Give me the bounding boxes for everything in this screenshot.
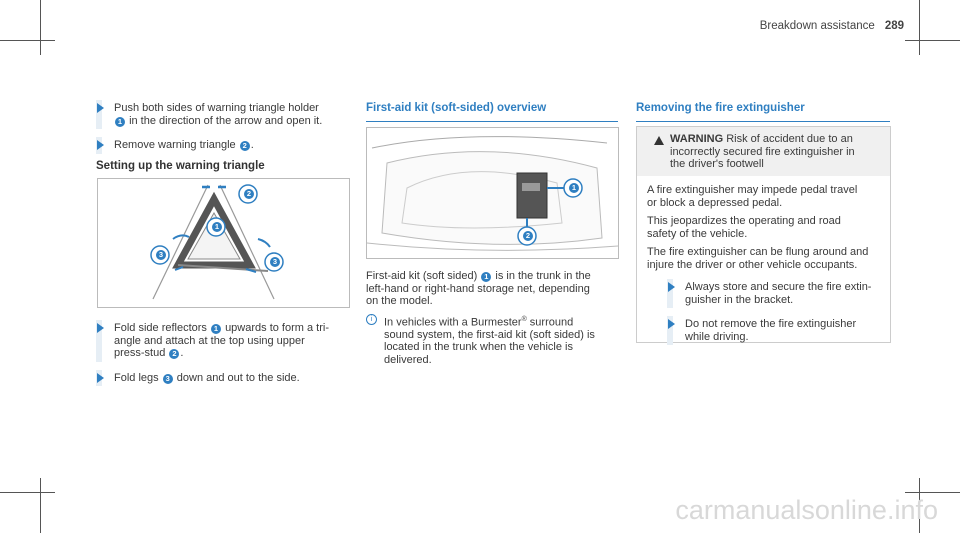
- trunk-image: [367, 128, 618, 258]
- section-heading: Setting up the warning triangle: [96, 159, 265, 172]
- paragraph: The fire extinguisher can be flung around and injure the driver or other vehicle occupants.: [647, 246, 869, 271]
- callout-3: 3: [163, 374, 173, 384]
- figure-callout-2: 2: [244, 189, 254, 199]
- callout-2: 2: [169, 349, 179, 359]
- figure-callout-1: 1: [569, 183, 579, 193]
- crop-mark: [0, 40, 55, 41]
- play-arrow-icon: [97, 373, 104, 383]
- callout-1: 1: [481, 272, 491, 282]
- callout-1: 1: [115, 117, 125, 127]
- figure-callout-3: 3: [156, 250, 166, 260]
- middle-column: [366, 102, 618, 122]
- page-number: 289: [884, 20, 904, 32]
- instruction-step: Fold legs 3 down and out to the side.: [96, 372, 348, 385]
- play-arrow-icon: [97, 103, 104, 113]
- warning-triangle-illustration: [97, 178, 350, 308]
- warning-triangle-icon: [654, 136, 664, 145]
- figure-callout-3: 3: [270, 257, 280, 267]
- crop-mark: [40, 0, 41, 55]
- instruction-step: Fold side reflectors 1 upwards to form a tri- angle and attach at the top using upper press-stud 2 .: [96, 322, 348, 360]
- figure-callout-1: 1: [212, 222, 222, 232]
- info-icon: i: [366, 314, 377, 325]
- warning-box: [636, 126, 891, 343]
- paragraph: A fire extinguisher may impede pedal travel or block a depressed pedal.: [647, 184, 858, 209]
- crop-mark: [905, 492, 960, 493]
- instruction-step: Always store and secure the fire extin- guisher in the bracket.: [667, 281, 885, 306]
- play-arrow-icon: [97, 323, 104, 333]
- right-column: [636, 102, 890, 122]
- triangle-image: [98, 179, 349, 307]
- warning-headline: WARNING Risk of accident due to an incorrectly secured fire extinguisher in the driver's footwell: [670, 133, 855, 170]
- paragraph: This jeopardizes the operating and road safety of the vehicle.: [647, 215, 841, 240]
- left-column-steps: [96, 322, 348, 396]
- first-aid-kit-illustration: [366, 127, 619, 259]
- crop-mark: [919, 0, 920, 55]
- crop-mark: [40, 478, 41, 533]
- left-column: [96, 102, 348, 172]
- warning-body: [647, 184, 885, 355]
- crop-mark: [905, 40, 960, 41]
- paragraph: First-aid kit (soft sided) 1 is in the trunk in the left-hand or right-hand storage net, depending on the model.: [366, 270, 591, 307]
- running-header: [760, 20, 904, 32]
- section-title: Breakdown assistance: [759, 20, 875, 32]
- play-arrow-icon: [668, 319, 675, 329]
- section-heading: Removing the fire extinguisher: [636, 102, 890, 122]
- instruction-step: Remove warning triangle 2 .: [96, 139, 348, 152]
- instruction-step: Push both sides of warning triangle holder 1 in the direction of the arrow and open it.: [96, 102, 348, 127]
- play-arrow-icon: [668, 282, 675, 292]
- note: i In vehicles with a Burmester® surround sound system, the first-aid kit (soft sided) is located in the trunk when the vehicle is delivered.: [366, 314, 618, 367]
- crop-mark: [0, 492, 55, 493]
- callout-2: 2: [240, 141, 250, 151]
- middle-text: [366, 270, 618, 366]
- figure-callout-2: 2: [523, 231, 533, 241]
- instruction-step: Do not remove the fire extinguisher while driving.: [667, 318, 885, 343]
- play-arrow-icon: [97, 140, 104, 150]
- callout-1: 1: [211, 324, 221, 334]
- watermark: carmanualsonline.info: [675, 495, 938, 525]
- section-heading: First-aid kit (soft-sided) overview: [366, 102, 618, 122]
